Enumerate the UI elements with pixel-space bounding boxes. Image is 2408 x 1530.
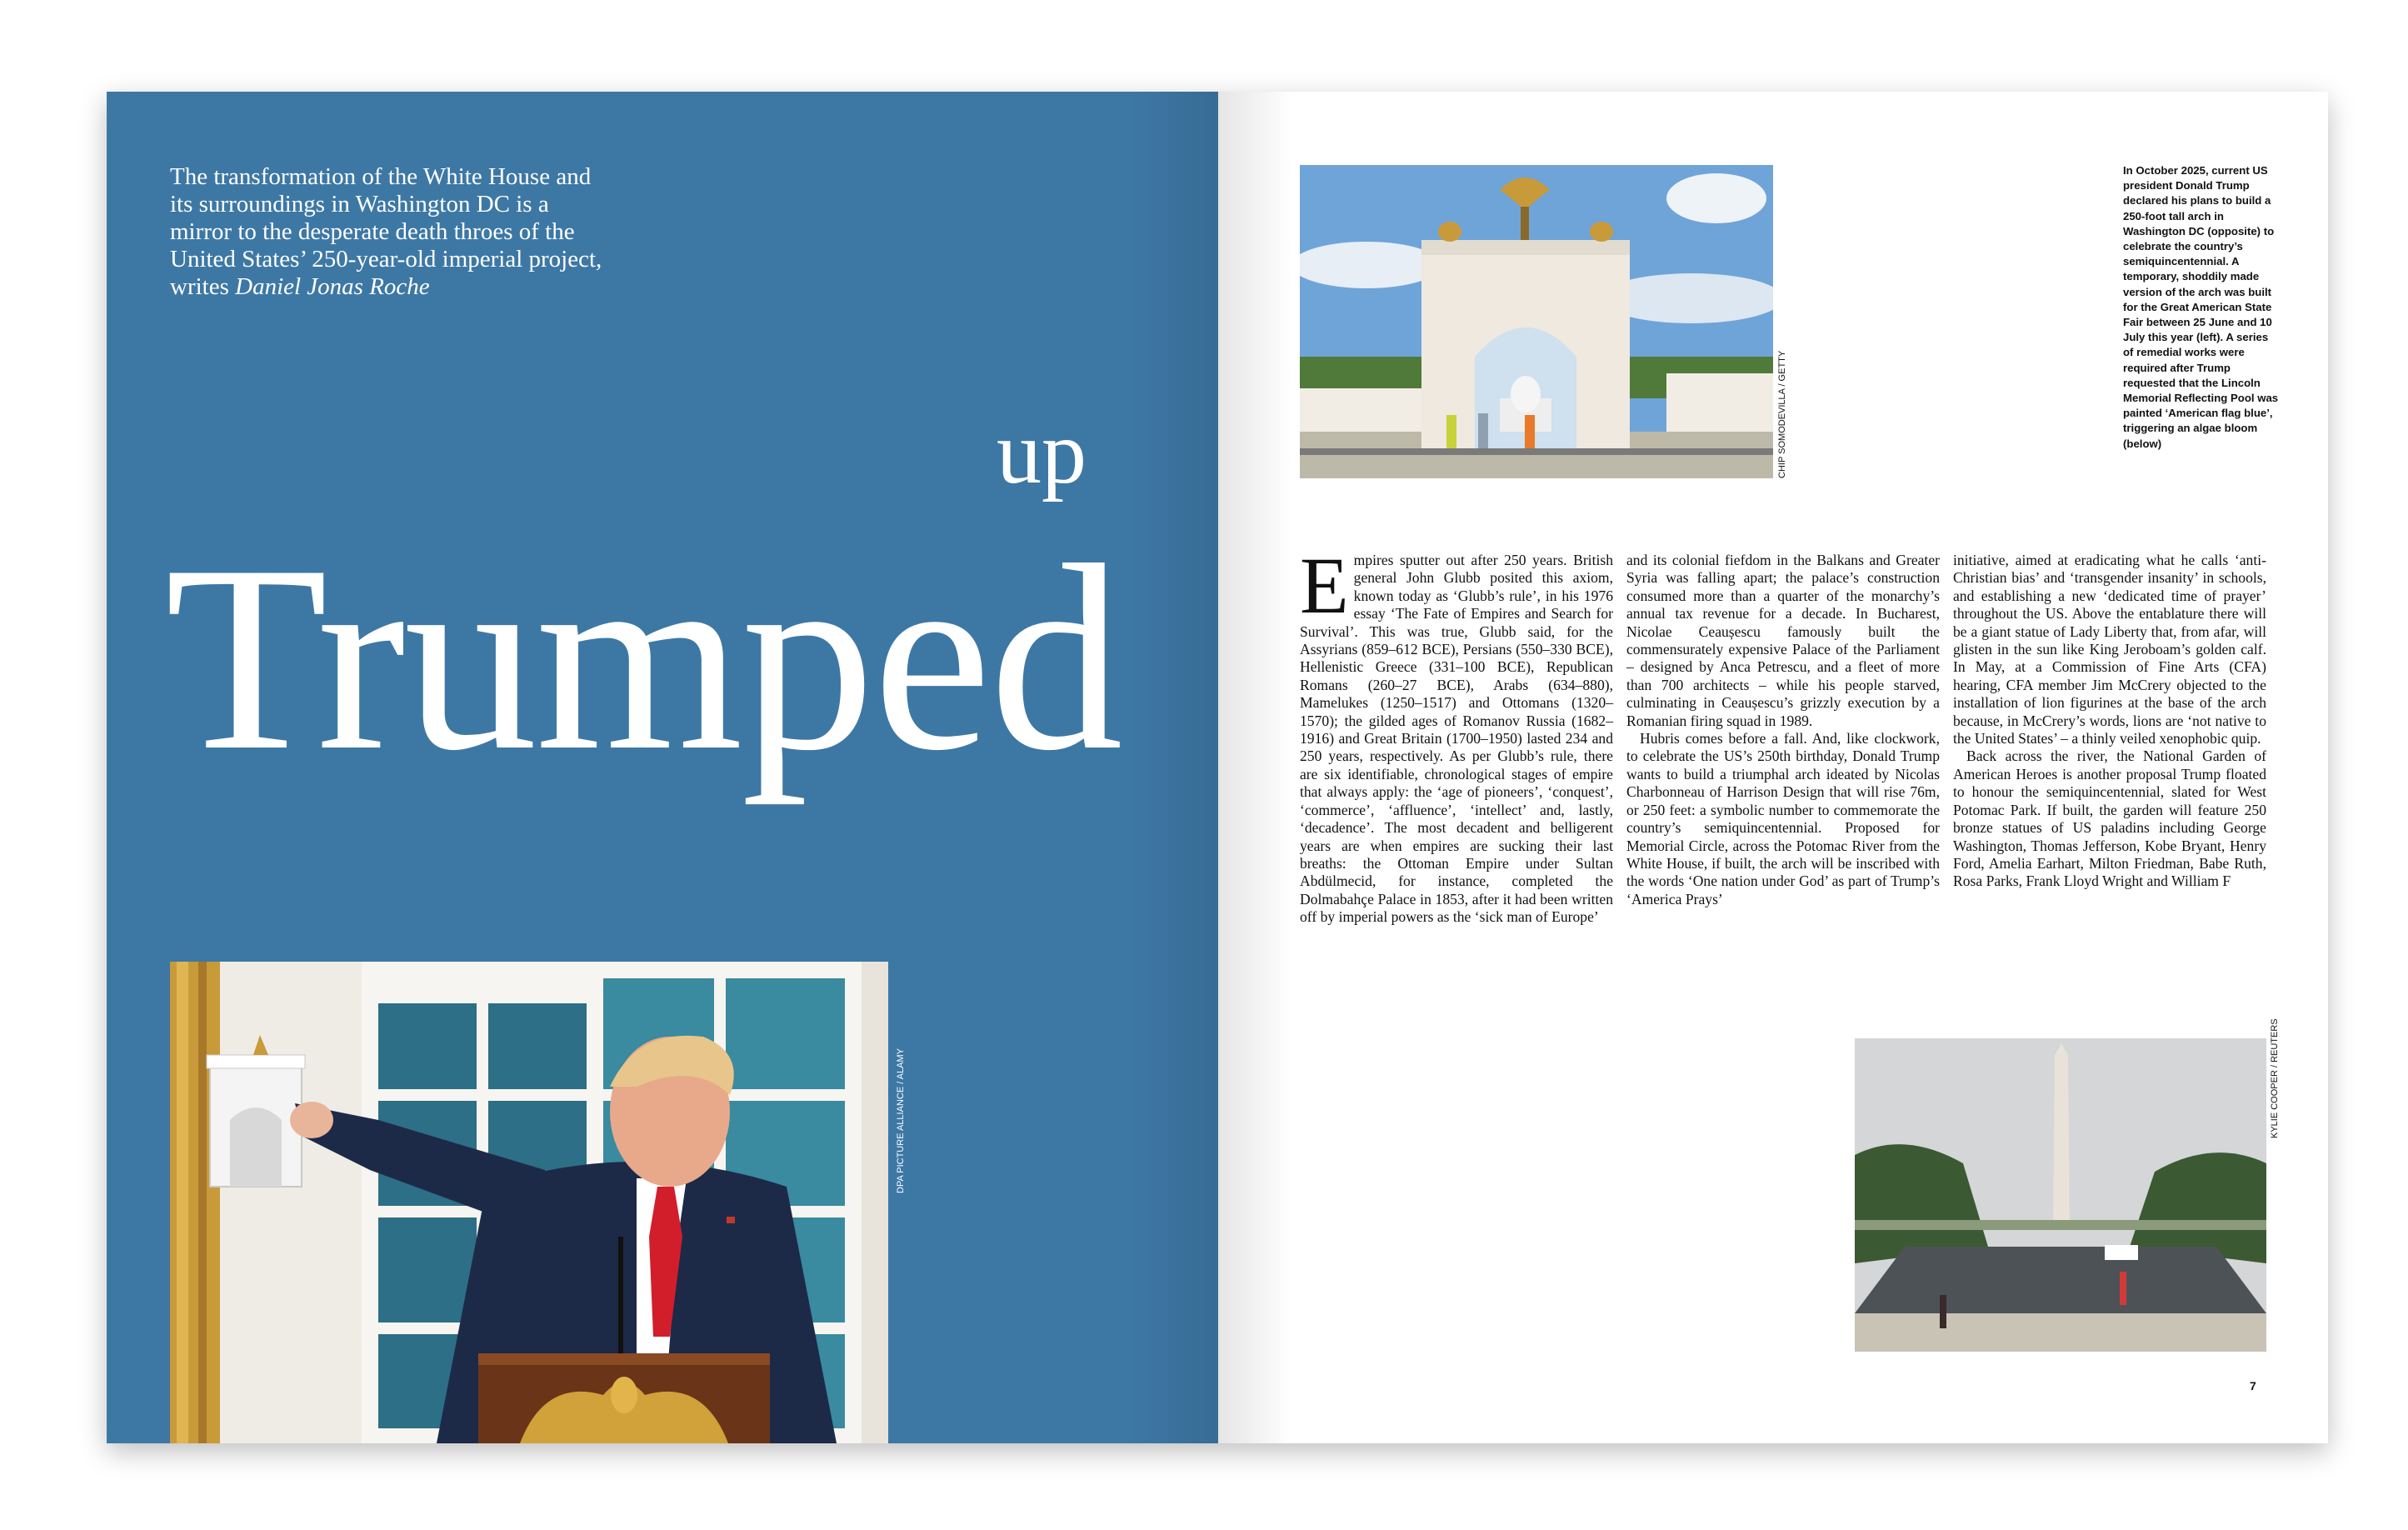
- left-gutter-shadow: [1127, 92, 1218, 1443]
- right-gutter-shadow: [1218, 92, 1293, 1443]
- drop-cap: E: [1300, 541, 1349, 630]
- standfirst: [170, 163, 603, 301]
- article-column-3: [1953, 552, 2266, 891]
- title-main-word: Trumped: [165, 511, 1122, 806]
- title-small-word: up: [997, 403, 1087, 502]
- column-3-paragraph-2: Back across the river, the National Garden of American Heroes is another proposal Trump floated to honour the semiquincentennial, slated for West Potomac Park. If built, the garden will feature 250 bronze statues of US paladins including George Washington, Thomas Jefferson, Kobe Bryant, Henry Ford, Amelia Earhart, Milton Friedman, Babe Ruth, Rosa Parks, Frank Lloyd Wright and William F: [1953, 748, 2266, 890]
- article-column-1: [1300, 541, 1613, 927]
- page-number: 7: [2250, 1379, 2256, 1392]
- photo-caption: In October 2025, current US president Donald Trump declared his plans to build a 250-foot tall arch in Washington DC (opposite) to celebrate the country’s semiquincentennial. A temporary, shoddily made version of the arch was built for the Great American State Fair between 25 June and 10 July this year (left). A series of remedial works were required after Trump requested that the Lincoln Memorial Reflecting Pool was painted ‘American flag blue’, triggering an algae bloom (below): [2123, 164, 2279, 450]
- trump-arch-model-photo: [170, 962, 888, 1443]
- photo-illustration: [170, 962, 888, 1443]
- left-page: [107, 92, 1218, 1443]
- standfirst-text: The transformation of the White House and its surroundings in Washington DC is a mirror to the desperate death throes of the United States’ 250-year-old imperial project, writes: [170, 163, 602, 300]
- photo-illustration: [1300, 165, 1773, 478]
- column-1-text: mpires sputter out after 250 years. British general John Glubb posited this axiom, known today as ‘Glubb’s rule’, in his 1976 essay ‘The Fate of Empires and Search for Survival’. This was true, Glubb said, for the Assyrians (859–612 BCE), Persians (550–330 BCE), Hellenistic Greece (331–100 BCE), Republican Romans (260–27 BCE), Arabs (634–880), Mamelukes (1250–1517) and Ottomans (1320–1570); the gilded ages of Romanov Russia (1682–1916) and Great Britain (1700–1950) lasted 234 and 250 years, respectively. As per Glubb’s rule, there are six identifiable, chronological stages of empire that always apply: the ‘age of pioneers’, ‘conquest’, ‘commerce’, ‘affluence’, ‘intellect’ and, lastly, ‘decadence’. The most decadent and belligerent years are when empires are sucking their last breaths: the Ottoman Empire under Sultan Abdülmecid, for instance, completed the Dolmabahçe Palace in 1853, after it had been written off by imperial powers as the ‘sick man of Europe’: [1300, 552, 1613, 926]
- magazine-spread: [107, 92, 2328, 1443]
- reflecting-pool-photo: [1855, 1038, 2266, 1352]
- column-2-paragraph-2: Hubris comes before a fall. And, like clockwork, to celebrate the US’s 250th birthday, Donald Trump wants to build a triumphal arch ideated by Nicolas Charbonneau of Harrison Design that will rise 76m, or 250 feet: a symbolic number to commemorate the country’s semiquincentennial. Proposed for Memorial Circle, across the Potomac River from the White House, if built, the arch will be inscribed with the words ‘One nation under God’ as part of Trump’s ‘America Prays’: [1626, 730, 1940, 908]
- left-photo-credit: DPA PICTURE ALLIANCE / ALAMY: [896, 1048, 906, 1193]
- bottom-photo-credit: KYLIE COOPER / REUTERS: [2270, 1018, 2280, 1138]
- article-column-2: [1626, 552, 1940, 908]
- right-page: [1218, 92, 2328, 1443]
- top-photo-credit: CHIP SOMODEVILLA / GETTY: [1777, 350, 1787, 478]
- photo-illustration: [1855, 1038, 2266, 1352]
- temporary-arch-photo: [1300, 165, 1773, 478]
- author-name: Daniel Jonas Roche: [235, 273, 430, 300]
- column-2-paragraph-1: and its colonial fiefdom in the Balkans and Greater Syria was falling apart; the palace’s construction consumed more than a quarter of the monarchy’s annual tax revenue for a decade. In Bucharest, Nicolae Ceaușescu famously built the commensurately expensive Palace of the Parliament – designed by Anca Petrescu, and a fleet of more than 700 architects – while his people starved, culminating in Ceaușescu’s grizzly execution by a Romanian firing squad in 1989.: [1626, 552, 1940, 729]
- column-3-paragraph-1: initiative, aimed at eradicating what he calls ‘anti-Christian bias’ and ‘transgender insanity’ in schools, and establishing a new ‘dedicated time of prayer’ throughout the US. Above the entablature there will be a giant statue of Lady Liberty that, from afar, will glisten in the sun like King Jeroboam’s golden calf. In May, at a Commission of Fine Arts (CFA) hearing, CFA member Jim McCrery objected to the installation of lion figurines at the base of the arch because, in McCrery’s words, lions are ‘not native to the United States’ – a thinly veiled xenophobic quip.: [1953, 552, 2266, 748]
